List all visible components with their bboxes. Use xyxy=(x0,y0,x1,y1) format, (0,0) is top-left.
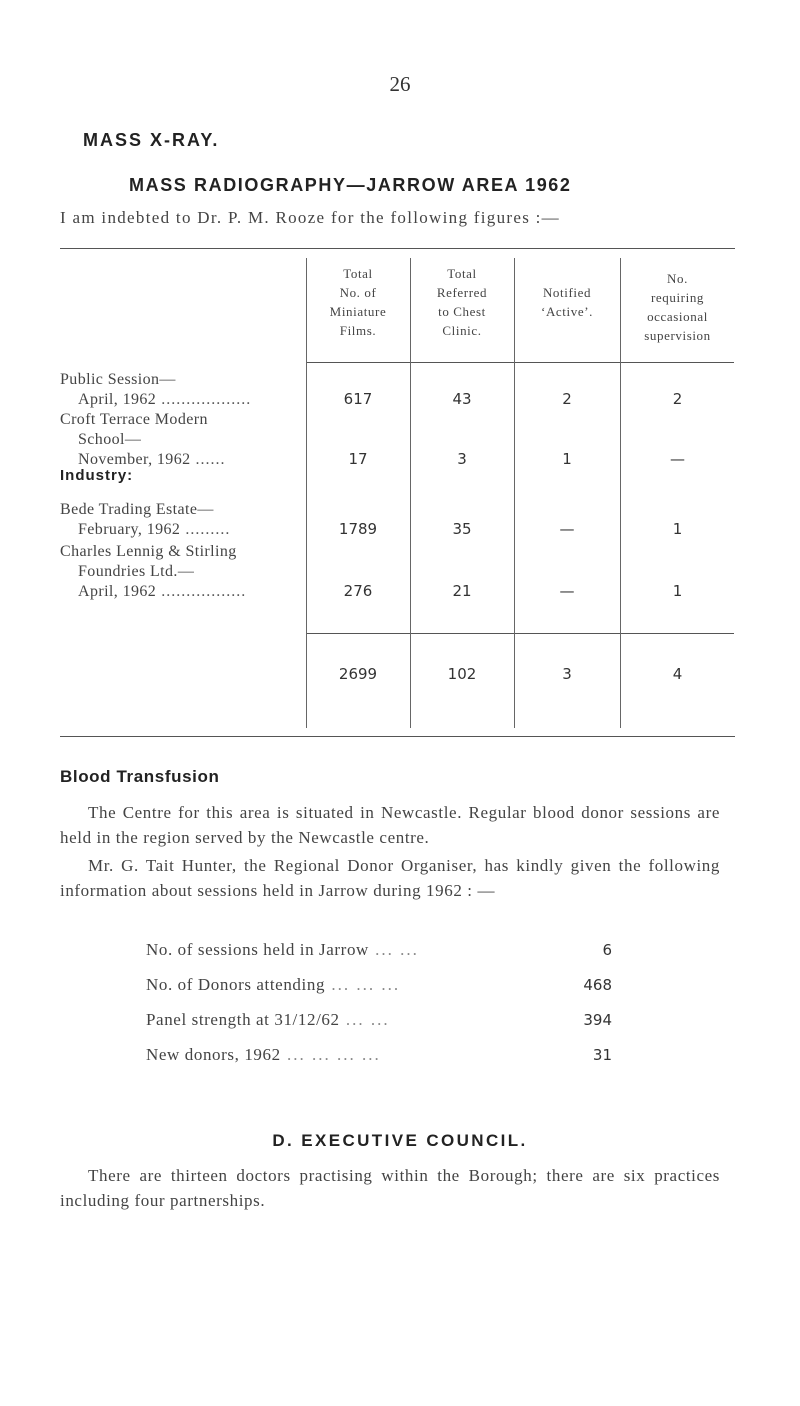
row-label-line: Croft Terrace Modern xyxy=(60,411,208,428)
row-label-last xyxy=(60,582,306,602)
row-label-text: April, 1962 xyxy=(78,391,157,408)
intro-text: I am indebted to Dr. P. M. Rooze for the following figures :— xyxy=(60,208,560,227)
table-cell: 43 xyxy=(452,390,472,408)
dot-leader: ... ... ... ... xyxy=(280,1045,381,1064)
column-divider xyxy=(514,258,515,728)
header-line: Films. xyxy=(339,323,377,338)
stat-label xyxy=(146,975,400,995)
table-cell: 1 xyxy=(672,520,683,538)
column-header-referred xyxy=(410,264,514,340)
stat-label-text: New donors, 1962 xyxy=(146,1045,281,1064)
header-line: Notified xyxy=(542,285,592,300)
dot-leader: ...... xyxy=(190,451,226,468)
table-cell: 1 xyxy=(672,582,683,600)
stat-label-text: No. of Donors attending xyxy=(146,975,326,994)
table-cell: 276 xyxy=(343,582,373,600)
table-row-label xyxy=(60,370,306,410)
table-cell: 617 xyxy=(343,390,373,408)
dot-leader: ... ... xyxy=(368,940,419,959)
blood-paragraph-1 xyxy=(60,800,720,850)
table-cell: — xyxy=(559,582,575,600)
header-line: Referred xyxy=(436,285,488,300)
paragraph-text: There are thirteen doctors practising within the Borough; there are six practices including four partnerships. xyxy=(60,1166,720,1210)
header-line: occasional xyxy=(647,309,708,324)
table-cell: — xyxy=(670,450,685,468)
stat-label xyxy=(146,1010,390,1030)
row-label-line: Foundries Ltd.— xyxy=(78,563,195,580)
blood-transfusion-heading: Blood Transfusion xyxy=(60,767,220,786)
paragraph-text: The Centre for this area is situated in Newcastle. Regular blood donor sessions are held in the region served by the Newcastle centre. xyxy=(60,803,720,847)
executive-council-heading: D. EXECUTIVE COUNCIL. xyxy=(272,1131,528,1150)
page-number: 26 xyxy=(389,72,411,96)
table-row-label xyxy=(60,500,306,540)
row-label-line: Bede Trading Estate— xyxy=(60,501,214,518)
row-label-line: School— xyxy=(78,431,142,448)
column-header-films xyxy=(306,264,410,340)
total-cell: 102 xyxy=(447,665,477,683)
header-line: to Chest xyxy=(438,304,486,319)
table-cell: 35 xyxy=(452,520,472,538)
stat-value: 468 xyxy=(583,976,612,994)
dot-leader: .................. xyxy=(156,391,252,408)
table-cell: 1789 xyxy=(338,520,378,538)
header-line: Total xyxy=(343,266,373,281)
dot-leader: ... ... ... xyxy=(325,975,401,994)
section-title: MASS X-RAY. xyxy=(83,130,220,150)
table-cell: 2 xyxy=(672,390,683,408)
executive-paragraph xyxy=(60,1163,720,1213)
header-line: ‘Active’. xyxy=(541,304,593,319)
table-totals-rule xyxy=(306,633,734,634)
header-line: Miniature xyxy=(329,304,387,319)
header-line: Total xyxy=(447,266,477,281)
header-line: supervision xyxy=(644,328,711,343)
total-cell: 3 xyxy=(562,665,572,683)
row-label-last xyxy=(60,390,306,410)
table-cell: — xyxy=(559,520,575,538)
header-line: requiring xyxy=(650,290,705,305)
row-label-text: February, 1962 xyxy=(78,521,181,538)
table-cell: 17 xyxy=(348,450,368,468)
stat-label xyxy=(146,1045,381,1065)
dot-leader: ................. xyxy=(156,583,247,600)
header-line: No. xyxy=(667,271,688,286)
row-label-last xyxy=(60,520,306,540)
table-header-rule xyxy=(306,362,734,363)
row-label-line: Public Session— xyxy=(60,371,176,388)
column-header-supervision xyxy=(620,269,735,345)
stat-value: 31 xyxy=(592,1046,612,1064)
stat-label xyxy=(146,940,419,960)
row-label-line: Charles Lennig & Stirling xyxy=(60,543,237,560)
stat-label-text: Panel strength at 31/12/62 xyxy=(146,1010,340,1029)
stat-label-text: No. of sessions held in Jarrow xyxy=(146,940,369,959)
table-cell: 21 xyxy=(452,582,472,600)
total-cell: 2699 xyxy=(338,665,378,683)
subtitle: MASS RADIOGRAPHY—JARROW AREA 1962 xyxy=(129,175,572,195)
total-cell: 4 xyxy=(672,665,683,683)
table-cell: 2 xyxy=(562,390,572,408)
column-header-notified xyxy=(514,283,620,321)
header-line: No. of xyxy=(339,285,377,300)
table-row-label xyxy=(60,542,306,602)
stat-value: 6 xyxy=(602,941,612,959)
stat-value: 394 xyxy=(583,1011,612,1029)
table-cell: 1 xyxy=(562,450,572,468)
paragraph-text: Mr. G. Tait Hunter, the Regional Donor Organiser, has kindly given the following information about sessions held in Jarrow during 1962 : — xyxy=(60,856,720,900)
row-label-text: November, 1962 xyxy=(78,451,191,468)
header-line: Clinic. xyxy=(442,323,482,338)
table-top-rule xyxy=(60,248,735,249)
group-label-industry: Industry: xyxy=(60,467,134,484)
blood-paragraph-2 xyxy=(60,853,720,903)
table-bottom-rule xyxy=(60,736,735,737)
dot-leader: ......... xyxy=(180,521,231,538)
row-label-text: April, 1962 xyxy=(78,583,157,600)
dot-leader: ... ... xyxy=(339,1010,390,1029)
table-row-label xyxy=(60,410,306,470)
table-cell: 3 xyxy=(457,450,467,468)
